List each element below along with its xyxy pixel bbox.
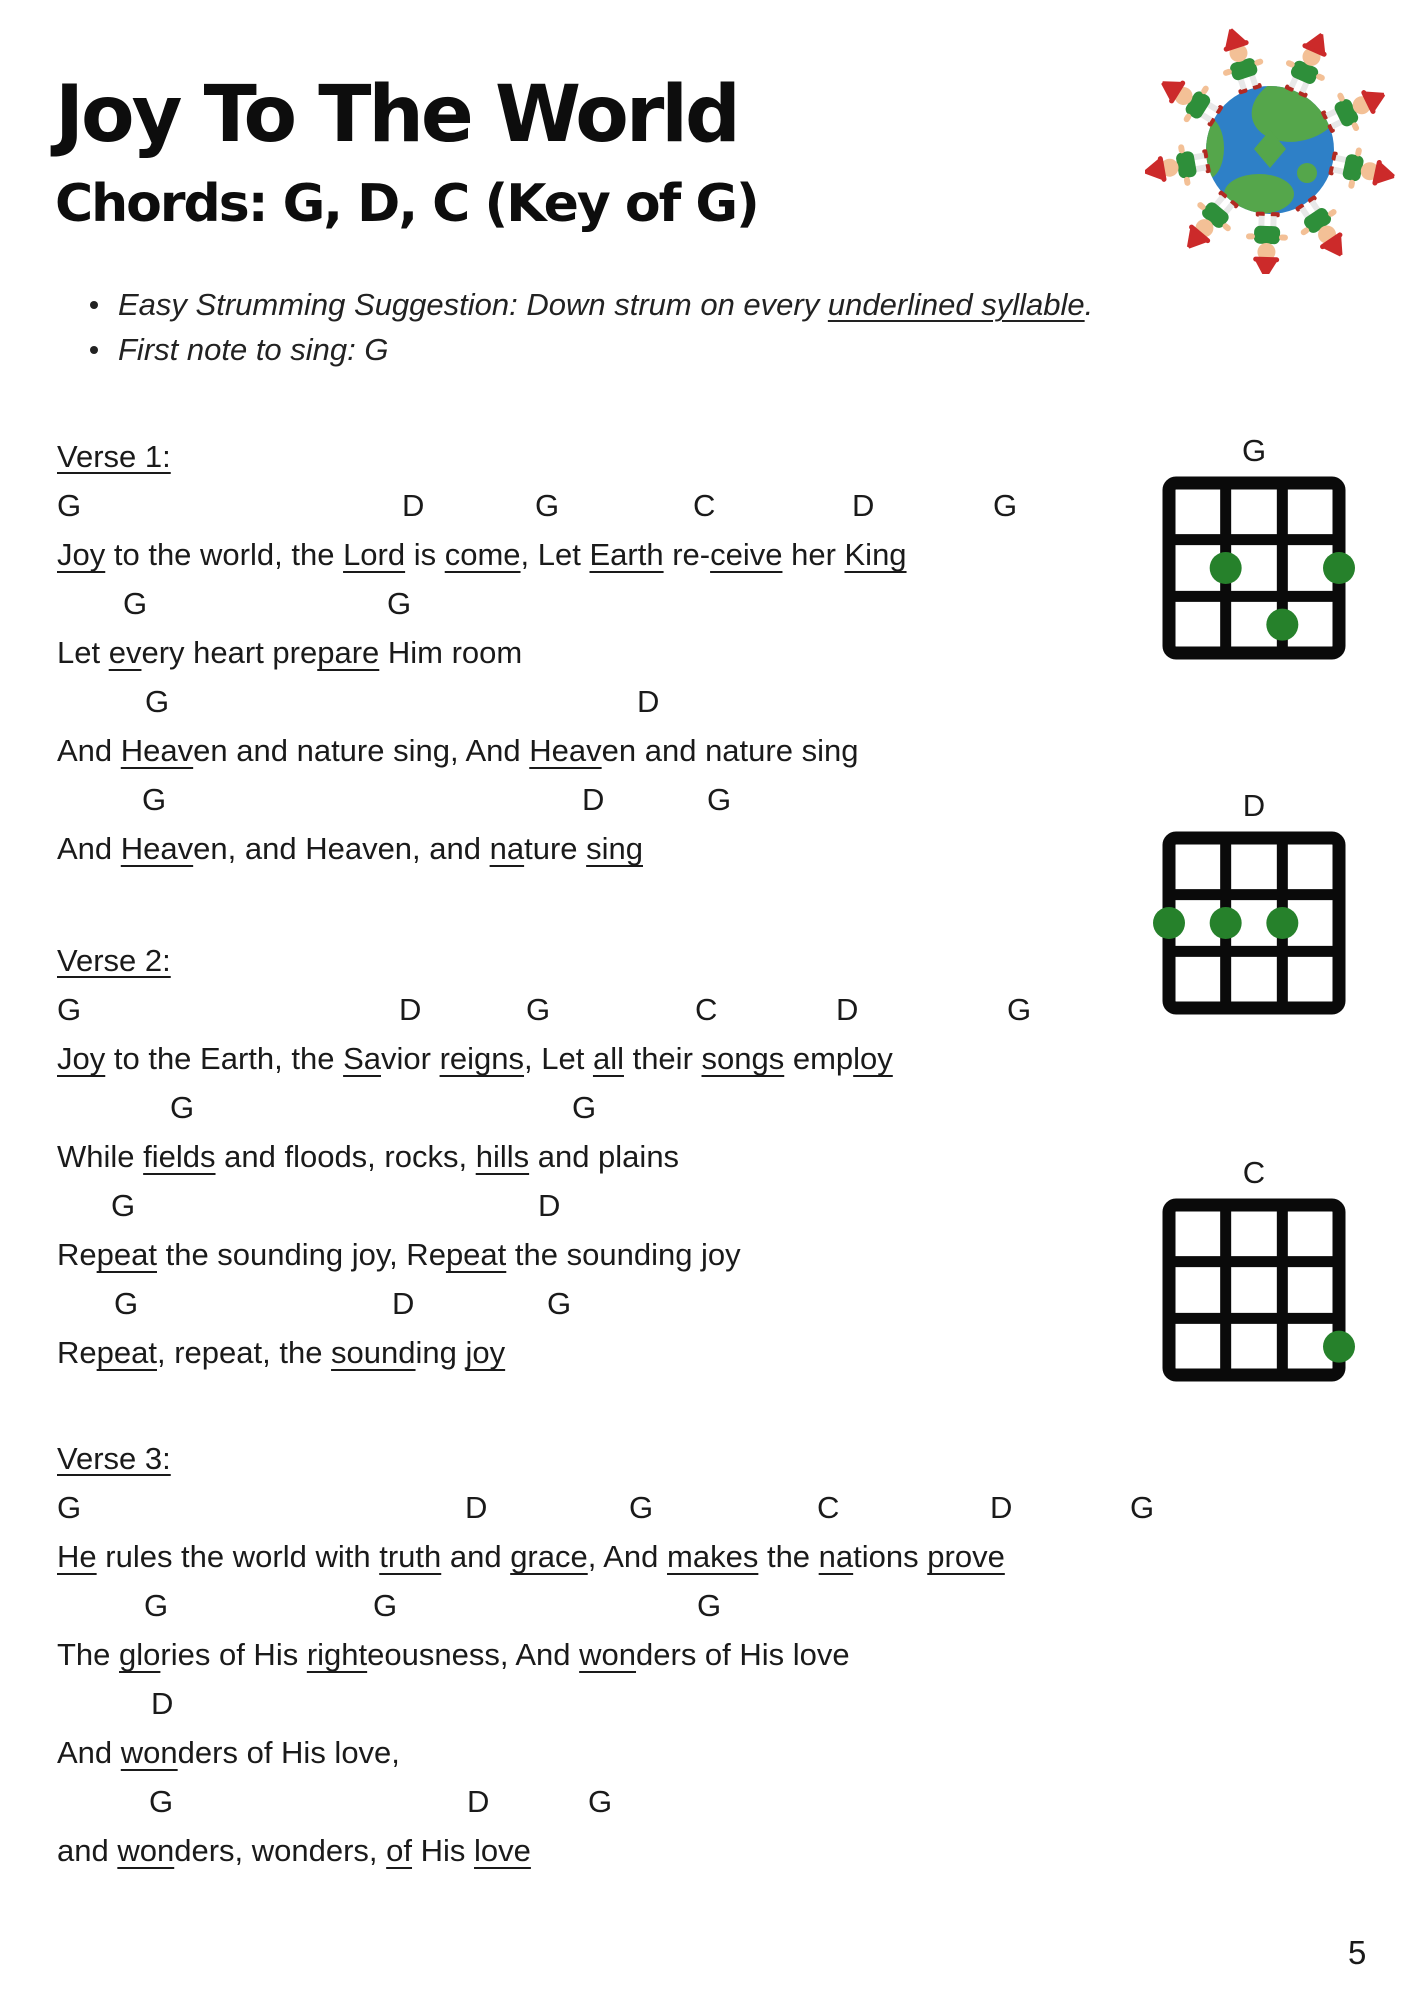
lyric-segment-underlined: of xyxy=(386,1833,413,1868)
lyric-segment: , Let xyxy=(520,537,590,572)
verse-3 xyxy=(57,1434,1217,1875)
note-segment: . xyxy=(1084,287,1094,322)
lyric-segment-underlined: ceive xyxy=(710,537,783,572)
lyric-segment-underlined: He xyxy=(57,1539,97,1574)
lyric-segment-underlined: na xyxy=(818,1539,854,1574)
lyric-line xyxy=(57,1826,1217,1875)
lyric-segment: Him room xyxy=(379,635,523,670)
lyric-segment-underlined: Joy xyxy=(57,537,106,572)
lyric-segment-underlined: peat xyxy=(96,1237,157,1272)
lyric-segment-underlined: makes xyxy=(667,1539,759,1574)
lyric-segment-underlined: sing xyxy=(586,831,643,866)
lyric-segment-underlined: grace xyxy=(510,1539,588,1574)
chord-label: G xyxy=(1007,992,1032,1027)
lyric-segment: ries of His xyxy=(160,1637,307,1672)
chord-diagram-label: G xyxy=(1241,433,1267,468)
lyric-segment-underlined: won xyxy=(117,1833,175,1868)
lyric-segment: ders of His love, xyxy=(177,1735,400,1770)
chord-diagram-D xyxy=(1161,788,1347,1016)
chord-label: G xyxy=(111,1188,136,1223)
lyric-segment-underlined: Sa xyxy=(343,1041,381,1076)
page-subtitle: Chords: G, D, C (Key of G) xyxy=(55,174,758,234)
lyric-segment-underlined: Heav xyxy=(529,733,602,768)
chord-label: C xyxy=(817,1490,840,1525)
chord-label: G xyxy=(114,1286,139,1321)
notes-list xyxy=(88,282,1093,372)
lyric-segment-underlined: joy xyxy=(465,1335,506,1370)
verse-1 xyxy=(57,432,1217,873)
lyric-segment-underlined: peat xyxy=(96,1335,157,1370)
chord-line xyxy=(57,1483,1217,1532)
lyric-segment: ders, wonders, xyxy=(174,1833,387,1868)
lyric-segment: Re xyxy=(57,1237,97,1272)
finger-dot xyxy=(1153,907,1185,939)
chord-label: D xyxy=(151,1686,174,1721)
lyric-segment-underlined: won xyxy=(120,1735,178,1770)
lyric-segment: and plains xyxy=(529,1139,680,1174)
lyric-segment: her xyxy=(782,537,845,572)
chord-label: G xyxy=(145,684,170,719)
lyric-segment: and xyxy=(441,1539,511,1574)
lyric-segment: emp xyxy=(784,1041,854,1076)
chord-label: D xyxy=(399,992,422,1027)
verse-heading: Verse 1: xyxy=(57,439,171,474)
chord-label: G xyxy=(707,782,732,817)
page-title: Joy To The World xyxy=(55,70,738,160)
lyric-segment-underlined: Earth xyxy=(589,537,664,572)
lyric-segment: their xyxy=(623,1041,702,1076)
lyric-segment: , And xyxy=(587,1539,668,1574)
lyric-segment-underlined: Heav xyxy=(120,831,194,866)
chord-line xyxy=(57,1777,1217,1826)
chord-label: D xyxy=(836,992,859,1027)
chord-label: G xyxy=(993,488,1018,523)
chord-line xyxy=(57,1581,1217,1630)
lyric-line xyxy=(57,1328,1217,1377)
chord-label: G xyxy=(387,586,412,621)
lyric-segment-underlined: come xyxy=(444,537,521,572)
lyric-segment-underlined: ev xyxy=(108,635,142,670)
chord-label: G xyxy=(57,1490,82,1525)
lyric-segment-underlined: peat xyxy=(445,1237,507,1272)
chord-label: D xyxy=(852,488,875,523)
lyric-segment: the sounding joy, Re xyxy=(156,1237,446,1272)
lyric-line xyxy=(57,1230,1217,1279)
verse-heading: Verse 2: xyxy=(57,943,171,978)
chord-label: G xyxy=(57,488,82,523)
lyric-segment-underlined: Joy xyxy=(57,1041,106,1076)
lyric-line xyxy=(57,726,1217,775)
lyric-segment-underlined: sound xyxy=(331,1335,416,1370)
chord-label: D xyxy=(402,488,425,523)
chord-diagram-G xyxy=(1161,433,1347,661)
lyric-line xyxy=(57,628,1217,677)
chord-label: G xyxy=(373,1588,398,1623)
lyric-segment: Re xyxy=(57,1335,97,1370)
chord-label: C xyxy=(695,992,718,1027)
note-item-2 xyxy=(88,327,1093,372)
verse-2 xyxy=(57,936,1217,1377)
chord-label: C xyxy=(693,488,716,523)
lyric-line xyxy=(57,824,1217,873)
lyric-segment: ing xyxy=(415,1335,466,1370)
chord-line xyxy=(57,677,1217,726)
note-item-1 xyxy=(88,282,1093,327)
lyric-segment: rules the world with xyxy=(96,1539,380,1574)
lyric-segment-underlined: songs xyxy=(701,1041,785,1076)
lyric-segment: While xyxy=(57,1139,144,1174)
chord-label: D xyxy=(465,1490,488,1525)
chord-line xyxy=(57,1083,1217,1132)
lyric-segment: , repeat, the xyxy=(156,1335,332,1370)
lyric-segment: ture xyxy=(524,831,587,866)
lyric-line xyxy=(57,530,1217,579)
chord-label: D xyxy=(538,1188,561,1223)
lyric-segment-underlined: won xyxy=(579,1637,637,1672)
chord-line xyxy=(57,579,1217,628)
finger-dot xyxy=(1266,907,1298,939)
lyric-segment: tions xyxy=(853,1539,928,1574)
chord-label: G xyxy=(144,1588,169,1623)
chord-label: G xyxy=(123,586,148,621)
chord-label: G xyxy=(572,1090,597,1125)
lyric-segment: and xyxy=(57,1833,118,1868)
lyric-segment-underlined: Heav xyxy=(120,733,194,768)
lyric-segment: to the world, the xyxy=(105,537,344,572)
chord-label: G xyxy=(588,1784,613,1819)
lyric-segment: Let xyxy=(57,635,109,670)
lyric-segment: the xyxy=(758,1539,819,1574)
lyric-segment-underlined: pare xyxy=(317,635,380,670)
chord-label: D xyxy=(392,1286,415,1321)
chord-line xyxy=(57,1279,1217,1328)
lyric-line xyxy=(57,1728,1217,1777)
lyric-segment: His xyxy=(412,1833,475,1868)
fretboard-grid xyxy=(1161,830,1347,1016)
lyric-segment: And xyxy=(57,1735,121,1770)
lyric-segment-underlined: loy xyxy=(853,1041,893,1076)
note-segment: First note to sing: G xyxy=(118,332,389,367)
chord-line xyxy=(57,481,1217,530)
lyric-segment-underlined: Lord xyxy=(343,537,406,572)
lyric-segment-underlined: right xyxy=(306,1637,368,1672)
chord-line xyxy=(57,775,1217,824)
lyric-segment: The xyxy=(57,1637,120,1672)
finger-dot xyxy=(1266,609,1298,641)
chord-diagram-C xyxy=(1161,1155,1347,1383)
lyric-segment: And xyxy=(57,831,121,866)
lyric-segment-underlined: love xyxy=(474,1833,531,1868)
lyric-segment: And xyxy=(57,733,121,768)
chord-line xyxy=(57,1679,1217,1728)
chord-diagram-label: D xyxy=(1242,788,1266,823)
lyric-segment-underlined: glo xyxy=(119,1637,161,1672)
chord-diagram-label: C xyxy=(1242,1155,1266,1190)
lyric-segment: en and nature sing xyxy=(601,733,859,768)
chord-label: G xyxy=(535,488,560,523)
finger-dot xyxy=(1210,907,1242,939)
note-segment: Easy Strumming Suggestion: Down strum on every xyxy=(118,287,828,322)
lyric-segment: , Let xyxy=(524,1041,593,1076)
fretboard-grid xyxy=(1161,475,1347,661)
lyric-segment-underlined: reigns xyxy=(439,1041,525,1076)
lyric-segment-underlined: hills xyxy=(475,1139,530,1174)
lyric-line xyxy=(57,1532,1217,1581)
lyric-segment: the sounding joy xyxy=(506,1237,741,1272)
chord-label: D xyxy=(582,782,605,817)
lyric-segment-underlined: prove xyxy=(927,1539,1005,1574)
chord-line xyxy=(57,1181,1217,1230)
chord-label: G xyxy=(57,992,82,1027)
chord-label: G xyxy=(149,1784,174,1819)
lyric-segment-underlined: truth xyxy=(379,1539,442,1574)
chord-label: G xyxy=(629,1490,654,1525)
finger-dot xyxy=(1323,552,1355,584)
note-segment-underlined: underlined syllable xyxy=(827,287,1085,322)
lyric-segment: to the Earth, the xyxy=(105,1041,344,1076)
lyric-segment: eousness, And xyxy=(367,1637,580,1672)
chord-label: G xyxy=(142,782,167,817)
lyric-segment: and floods, rocks, xyxy=(215,1139,476,1174)
lyric-segment: ders of His love xyxy=(636,1637,850,1672)
lyric-segment: en, and Heaven, and xyxy=(193,831,490,866)
finger-dot xyxy=(1323,1331,1355,1363)
chord-label: G xyxy=(697,1588,722,1623)
chord-label: D xyxy=(990,1490,1013,1525)
lyric-line xyxy=(57,1630,1217,1679)
earth-elves-image xyxy=(1145,22,1395,274)
lyric-segment: ery heart pre xyxy=(141,635,318,670)
chord-label: D xyxy=(467,1784,490,1819)
lyric-segment-underlined: King xyxy=(844,537,907,572)
lyric-line xyxy=(57,1034,1217,1083)
verse-heading: Verse 3: xyxy=(57,1441,171,1476)
chord-label: G xyxy=(547,1286,572,1321)
fretboard-grid xyxy=(1161,1197,1347,1383)
lyric-segment: vior xyxy=(381,1041,440,1076)
lyric-segment: is xyxy=(405,537,445,572)
chord-label: D xyxy=(637,684,660,719)
chord-label: G xyxy=(1130,1490,1155,1525)
chord-line xyxy=(57,985,1217,1034)
lyric-segment-underlined: na xyxy=(489,831,525,866)
lyric-segment-underlined: all xyxy=(592,1041,624,1076)
lyric-segment: en and nature sing, And xyxy=(193,733,530,768)
page-number: 5 xyxy=(1348,1934,1367,1971)
chord-label: G xyxy=(170,1090,195,1125)
lyric-line xyxy=(57,1132,1217,1181)
lyric-segment-underlined: fields xyxy=(143,1139,216,1174)
finger-dot xyxy=(1210,552,1242,584)
lyric-segment: re- xyxy=(663,537,711,572)
chord-label: G xyxy=(526,992,551,1027)
